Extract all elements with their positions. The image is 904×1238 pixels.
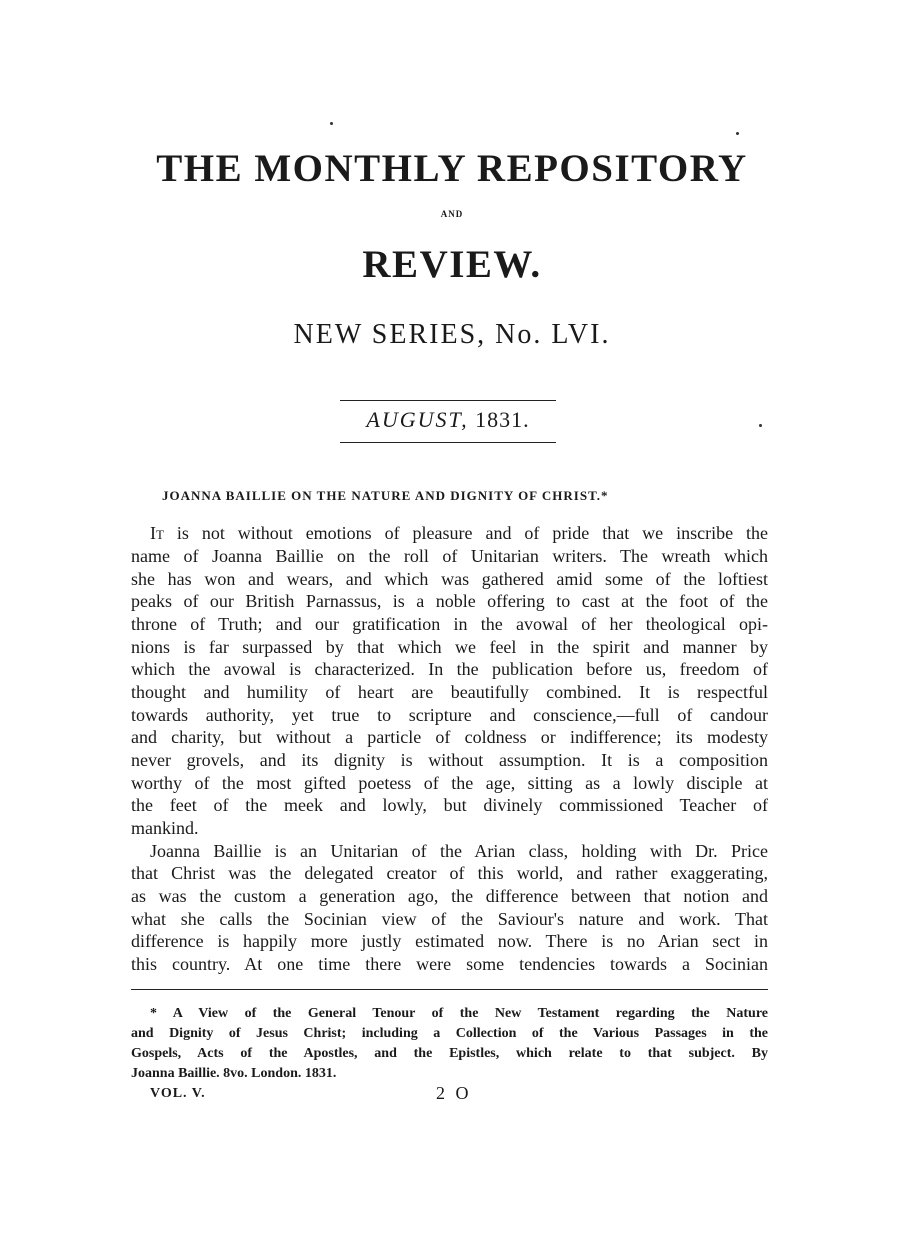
date-top-rule <box>340 400 556 401</box>
body-line: never grovels, and its dignity is without assumption. It is a composition <box>131 750 768 770</box>
body-line: and charity, but without a particle of coldness or indifference; its modesty <box>131 727 768 747</box>
body-line: mankind. <box>131 818 199 838</box>
date-bottom-rule <box>340 442 556 443</box>
masthead-title-line1: THE MONTHLY REPOSITORY <box>156 147 748 190</box>
body-line: which the avowal is characterized. In the publication before us, freedom of <box>131 659 768 679</box>
body-line: throne of Truth; and our gratification in the avowal of her theological opi- <box>131 614 768 634</box>
issue-month: AUGUST, <box>366 407 469 432</box>
body-line: the feet of the meek and lowly, but divinely commissioned Teacher of <box>131 795 768 815</box>
body-line: she has won and wears, and which was gathered amid some of the loftiest <box>131 569 768 589</box>
body-line: name of Joanna Baillie on the roll of Unitarian writers. The wreath which <box>131 546 768 566</box>
body-line: difference is happily more justly estimated now. There is no Arian sect in <box>131 931 768 951</box>
drop-cap: It <box>150 523 164 543</box>
body-line: as was the custom a generation ago, the difference between that notion and <box>131 886 768 906</box>
footnote-line: and Dignity of Jesus Christ; including a Collection of the Various Passages in the <box>131 1026 768 1041</box>
body-line: towards authority, yet true to scripture and conscience,—full of candour <box>131 705 768 725</box>
issue-year: 1831. <box>475 407 530 432</box>
print-speck <box>759 424 762 427</box>
print-speck <box>330 122 333 125</box>
body-line: Joanna Baillie is an Unitarian of the Arian class, holding with Dr. Price <box>150 841 768 861</box>
body-line: this country. At one time there were some tendencies towards a Socinian <box>131 954 768 974</box>
body-line: worthy of the most gifted poetess of the age, sitting as a lowly disciple at <box>131 773 768 793</box>
footnote-line: Gospels, Acts of the Apostles, and the Epistles, which relate to that subject. By <box>131 1046 768 1061</box>
body-line: nions is far surpassed by that which we feel in the spirit and manner by <box>131 637 768 657</box>
masthead-conjunction: AND <box>440 209 464 219</box>
article-heading: JOANNA BAILLIE ON THE NATURE AND DIGNITY OF CHRIST.* <box>162 488 609 503</box>
body-line: thought and humility of heart are beautifully combined. It is respectful <box>131 682 768 702</box>
masthead-title-line2: REVIEW. <box>362 243 542 286</box>
series-number: NEW SERIES, No. LVI. <box>293 319 611 350</box>
footnote-line: Joanna Baillie. 8vo. London. 1831. <box>131 1066 337 1081</box>
body-line: It is not without emotions of pleasure and of pride that we inscribe the <box>150 523 768 543</box>
body-line: peaks of our British Parnassus, is a noble offering to cast at the foot of the <box>131 591 768 611</box>
signature-mark: 2 O <box>436 1083 472 1103</box>
footnote-line: * A View of the General Tenour of the New Testament regarding the Nature <box>150 1006 768 1021</box>
volume-label: VOL. V. <box>150 1086 206 1101</box>
print-speck <box>736 132 739 135</box>
body-line: what she calls the Socinian view of the Saviour's nature and work. That <box>131 909 768 929</box>
body-line: that Christ was the delegated creator of this world, and rather exaggerating, <box>131 863 768 883</box>
footnote-rule <box>131 989 768 990</box>
issue-date <box>340 407 556 433</box>
